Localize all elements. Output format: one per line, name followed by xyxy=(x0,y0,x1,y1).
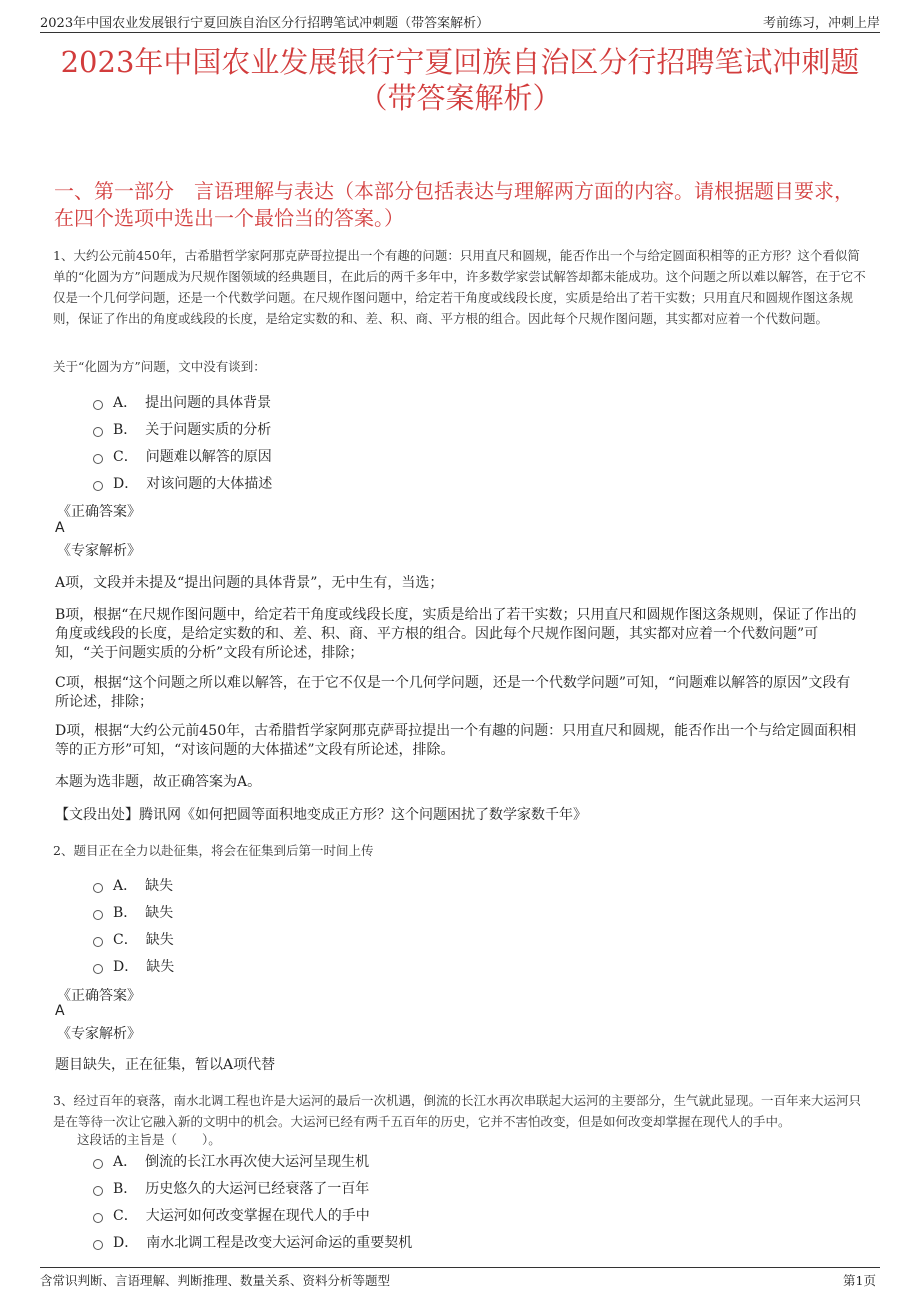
q1-source: 【文段出处】腾讯网《如何把圆等面积地变成正方形？这个问题困扰了数学家数千年》 xyxy=(55,807,587,823)
q1-passage: 1、大约公元前450年，古希腊哲学家阿那克萨哥拉提出一个有趣的问题：只用直尺和圆规，能否作出一个与给定圆面积相等的正方形？这个看似简单的“化圆为方”问题成为尺规作图领域的经典题目，在此后的两千多年中，许多数学家尝试解答却都未能成功。这个问题之所以难以解答，在于它不仅是一个几何学问题，还是一个代数学问题。在尺规作图问题中，给定若干角度或线段长度，实质是给出了若干实数；只用直尺和圆规作图这条规则，保证了作出的角度或线段的长度，是给定实数的和、差、积、商、平方根的组合。因此每个尺规作图问题，其实都对应着一个代数问题。 xyxy=(53,248,866,326)
q3-option-d[interactable] xyxy=(93,1232,412,1252)
q1-answer-value: A xyxy=(55,520,65,536)
q2-option-b[interactable] xyxy=(93,902,173,922)
option-letter: B． xyxy=(113,905,138,921)
option-text: 提出问题的具体背景 xyxy=(145,395,272,411)
q2-option-c[interactable] xyxy=(93,929,174,949)
q3-passage: 3、经过百年的衰落，南水北调工程也许是大运河的最后一次机遇，倒流的长江水再次串联起大运河的主要部分，生气就此显现。一百年来大运河只是在等待一次让它融入新的文明中的机会。大运河已经有两千五百年的历史，它并不害怕改变，但是如何改变却掌握在现代人的手中。 xyxy=(53,1093,861,1129)
footer-divider xyxy=(40,1267,880,1268)
option-letter: B． xyxy=(113,1181,138,1197)
q1-option-a[interactable] xyxy=(93,392,271,412)
q2-answer-value: A xyxy=(55,1003,65,1019)
footer-question-types: 含常识判断、言语理解、判断推理、数量关系、资料分析等题型 xyxy=(40,1273,391,1288)
q2-analysis-label: 《专家解析》 xyxy=(57,1026,141,1042)
option-text: 缺失 xyxy=(145,932,174,948)
radio-icon[interactable] xyxy=(93,1159,103,1169)
option-text: 历史悠久的大运河已经衰落了一百年 xyxy=(145,1181,370,1197)
option-letter: D． xyxy=(113,959,139,975)
option-letter: B． xyxy=(113,422,138,438)
option-text: 对该问题的大体描述 xyxy=(146,476,273,492)
option-letter: A． xyxy=(113,878,138,894)
q1-analysis-c: C项，根据“这个问题之所以难以解答，在于它不仅是一个几何学问题，还是一个代数学问题”可知，“问题难以解答的原因”文段有所论述，排除； xyxy=(55,675,851,710)
q1-analysis-d: D项，根据“大约公元前450年，古希腊哲学家阿那克萨哥拉提出一个有趣的问题：只用直尺和圆规，能否作出一个与给定圆面积相等的正方形”可知，“对该问题的大体描述”文段有所论述，排除。 xyxy=(55,723,857,758)
option-letter: C． xyxy=(113,449,138,465)
section-heading: 一、第一部分 言语理解与表达（本部分包括表达与理解两方面的内容。请根据题目要求，在四个选项中选出一个最恰当的答案。） xyxy=(54,179,854,230)
option-text: 大运河如何改变掌握在现代人的手中 xyxy=(145,1208,370,1224)
q1-analysis-label: 《专家解析》 xyxy=(57,543,141,559)
header-divider xyxy=(40,32,880,33)
option-letter: A． xyxy=(113,1154,138,1170)
q2-answer-label: 《正确答案》 xyxy=(57,988,141,1004)
q1-answer-label: 《正确答案》 xyxy=(57,504,141,520)
header-slogan: 考前练习，冲刺上岸 xyxy=(762,16,880,31)
page-number: 第1页 xyxy=(843,1273,876,1288)
option-letter: C． xyxy=(113,932,138,948)
q1-option-b[interactable] xyxy=(93,419,271,439)
q2-analysis: 题目缺失，正在征集，暂以A项代替 xyxy=(55,1057,276,1073)
radio-icon[interactable] xyxy=(93,1213,103,1223)
q3-option-c[interactable] xyxy=(93,1205,370,1225)
option-text: 倒流的长江水再次使大运河呈现生机 xyxy=(145,1154,370,1170)
option-letter: A． xyxy=(113,395,138,411)
option-text: 缺失 xyxy=(146,959,175,975)
option-letter: C． xyxy=(113,1208,138,1224)
q1-analysis-a: A项，文段并未提及“提出问题的具体背景”，无中生有，当选； xyxy=(55,575,444,591)
radio-icon[interactable] xyxy=(93,964,103,974)
option-letter: D． xyxy=(113,476,139,492)
radio-icon[interactable] xyxy=(93,937,103,947)
q3-question: 这段话的主旨是（ ）。 xyxy=(77,1132,221,1147)
radio-icon[interactable] xyxy=(93,454,103,464)
radio-icon[interactable] xyxy=(93,427,103,437)
option-text: 南水北调工程是改变大运河命运的重要契机 xyxy=(146,1235,413,1251)
option-letter: D． xyxy=(113,1235,139,1251)
page-title xyxy=(40,44,880,116)
radio-icon[interactable] xyxy=(93,910,103,920)
option-text: 关于问题实质的分析 xyxy=(145,422,272,438)
page-title-line1: 2023年中国农业发展银行宁夏回族自治区分行招聘笔试冲刺题 xyxy=(60,45,860,79)
q2-option-a[interactable] xyxy=(93,875,173,895)
q1-option-d[interactable] xyxy=(93,473,272,493)
radio-icon[interactable] xyxy=(93,1240,103,1250)
q1-analysis-b: B项，根据“在尺规作图问题中，给定若干角度或线段长度，实质是给出了若干实数；只用直尺和圆规作图这条规则，保证了作出的角度或线段的长度，是给定实数的和、差、积、商、平方根的组合。因此每个尺规作图问题，其实都对应着一个代数问题”可知，“关于问题实质的分析”文段有所论述，排除； xyxy=(55,607,857,661)
q3-option-a[interactable] xyxy=(93,1151,369,1171)
q3-option-b[interactable] xyxy=(93,1178,369,1198)
q1-option-c[interactable] xyxy=(93,446,272,466)
radio-icon[interactable] xyxy=(93,400,103,410)
option-text: 问题难以解答的原因 xyxy=(145,449,272,465)
page-title-line2: （带答案解析） xyxy=(358,81,562,115)
header-document-title: 2023年中国农业发展银行宁夏回族自治区分行招聘笔试冲刺题（带答案解析） xyxy=(40,16,490,31)
radio-icon[interactable] xyxy=(93,883,103,893)
q1-conclusion: 本题为选非题，故正确答案为A。 xyxy=(55,774,262,790)
radio-icon[interactable] xyxy=(93,481,103,491)
q1-question: 关于“化圆为方”问题，文中没有谈到： xyxy=(53,359,266,374)
q2-question: 2、题目正在全力以赴征集，将会在征集到后第一时间上传 xyxy=(53,843,374,858)
q2-option-d[interactable] xyxy=(93,956,174,976)
radio-icon[interactable] xyxy=(93,1186,103,1196)
option-text: 缺失 xyxy=(145,905,174,921)
option-text: 缺失 xyxy=(145,878,174,894)
